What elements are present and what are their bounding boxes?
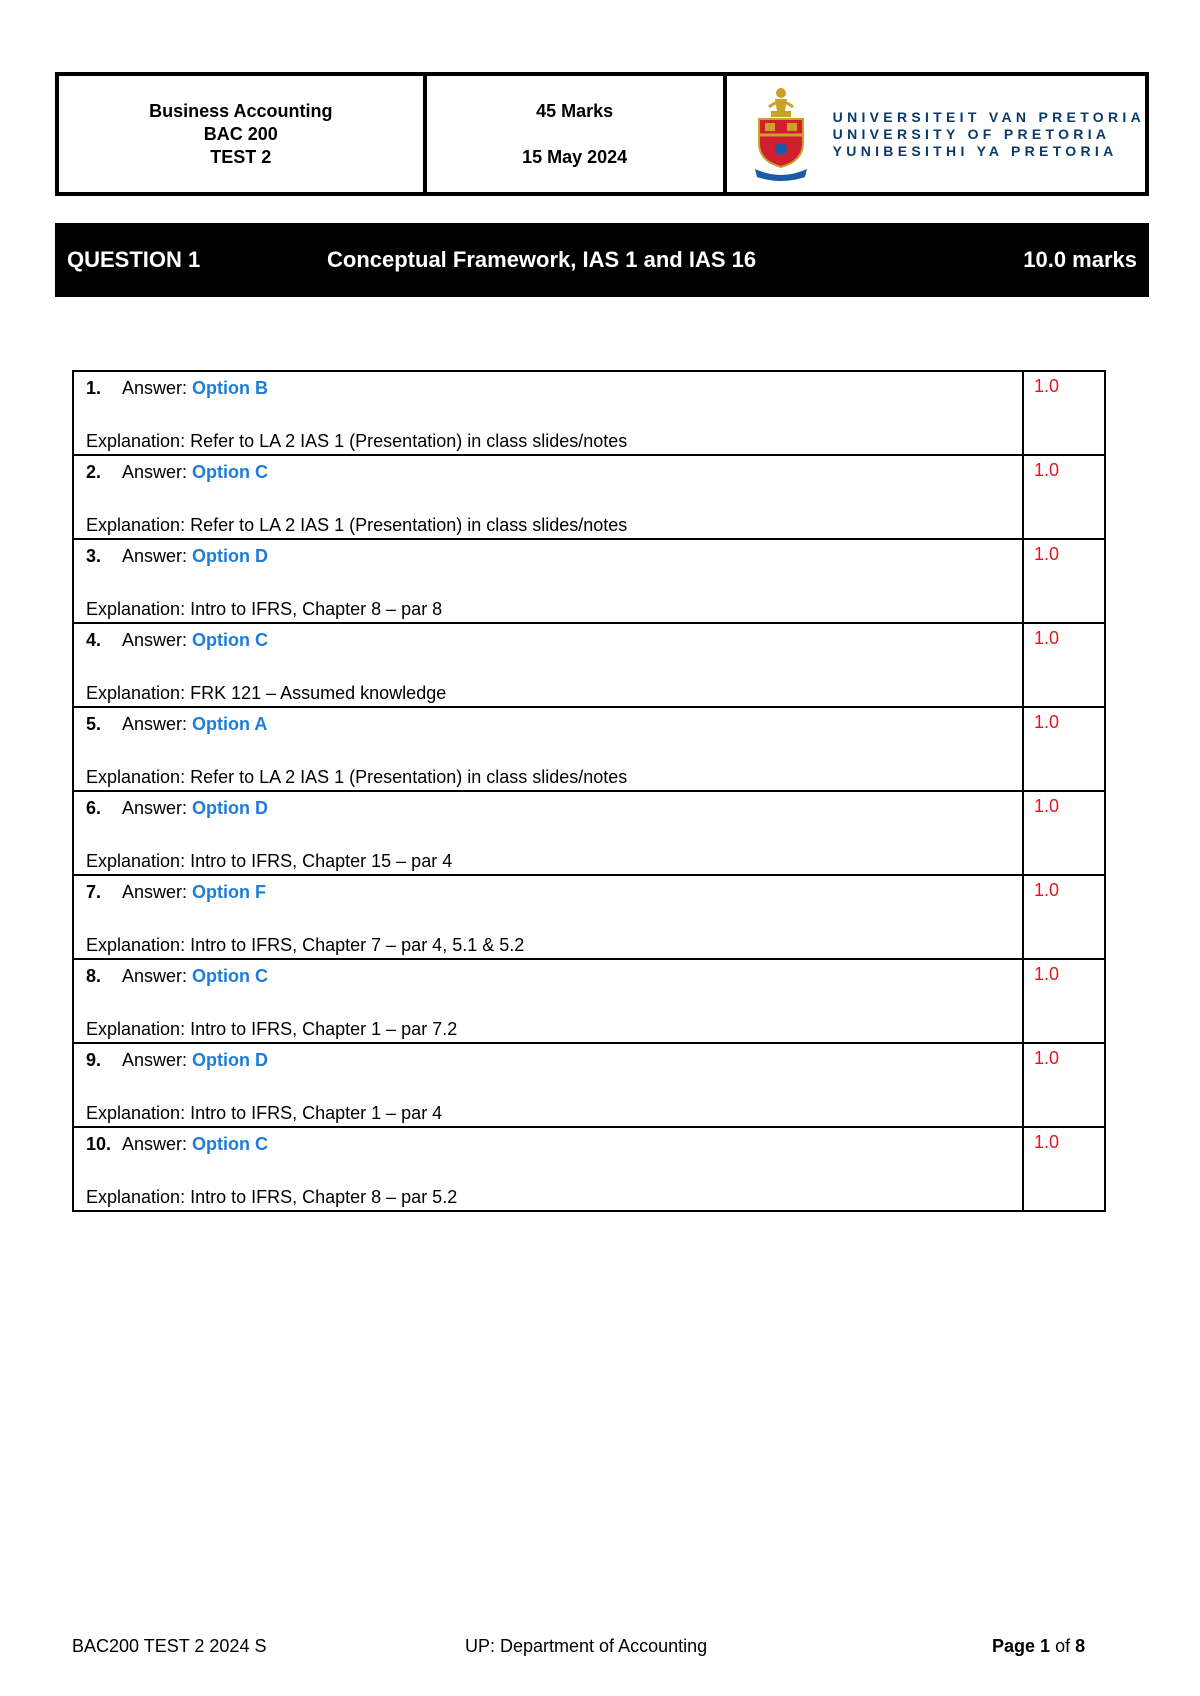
answer-mark: 1.0 [1023, 1127, 1105, 1211]
answer-label: Answer: [122, 630, 188, 650]
footer-test-code: BAC200 TEST 2 2024 S [72, 1636, 267, 1656]
answer-row [73, 455, 1105, 539]
header-box [55, 72, 1149, 196]
answer-mark: 1.0 [1023, 455, 1105, 539]
university-name-afrikaans: UNIVERSITEIT VAN PRETORIA [832, 108, 1145, 125]
answer-explanation: Explanation: Refer to LA 2 IAS 1 (Presentation) in class slides/notes [86, 515, 628, 535]
answer-mark: 1.0 [1023, 371, 1105, 455]
answer-option: Option B [192, 378, 269, 398]
answer-label: Answer: [122, 1050, 188, 1070]
question-number: 1. [86, 378, 102, 398]
answer-content [73, 707, 1023, 791]
answer-content [73, 875, 1023, 959]
answer-explanation: Explanation: FRK 121 – Assumed knowledge [86, 683, 447, 703]
answer-option: Option D [192, 546, 269, 566]
course-info [59, 76, 427, 192]
answer-row [73, 1043, 1105, 1127]
answer-row [73, 623, 1105, 707]
answer-row [73, 371, 1105, 455]
answer-row [73, 539, 1105, 623]
question-number: 4. [86, 630, 102, 650]
answer-row [73, 875, 1105, 959]
question-marks: 10.0 marks [1023, 247, 1137, 272]
question-topic: Conceptual Framework, IAS 1 and IAS 16 [327, 247, 757, 272]
answer-line [86, 376, 1012, 400]
answer-option: Option C [192, 966, 269, 986]
answer-mark: 1.0 [1023, 539, 1105, 623]
answer-label: Answer: [122, 1134, 188, 1154]
answer-content [73, 455, 1023, 539]
university-logo [727, 76, 1145, 192]
answer-line [86, 628, 1012, 652]
answer-option: Option F [192, 882, 267, 902]
answer-label: Answer: [122, 546, 188, 566]
answer-line [86, 796, 1012, 820]
answer-option: Option C [192, 1134, 269, 1154]
answer-table [72, 370, 1106, 1212]
answer-row [73, 791, 1105, 875]
question-number: 3. [86, 546, 102, 566]
answer-content [73, 791, 1023, 875]
university-name-english: UNIVERSITY OF PRETORIA [832, 125, 1111, 142]
answer-mark: 1.0 [1023, 959, 1105, 1043]
answer-label: Answer: [122, 798, 188, 818]
answer-content [73, 539, 1023, 623]
answer-row [73, 707, 1105, 791]
question-number: 9. [86, 1050, 102, 1070]
footer-page-number [992, 1636, 1085, 1657]
answer-explanation: Explanation: Intro to IFRS, Chapter 8 – par 5.2 [86, 1187, 458, 1207]
total-marks: 45 Marks [536, 100, 614, 121]
of-word: of [1055, 1636, 1071, 1656]
answer-explanation: Explanation: Intro to IFRS, Chapter 15 – par 4 [86, 851, 453, 871]
question-number: 10. [86, 1134, 112, 1154]
answer-mark: 1.0 [1023, 1043, 1105, 1127]
answer-content [73, 371, 1023, 455]
page-current: 1 [1040, 1636, 1051, 1656]
answer-mark: 1.0 [1023, 875, 1105, 959]
test-date: 15 May 2024 [522, 146, 628, 167]
answer-explanation: Explanation: Refer to LA 2 IAS 1 (Presentation) in class slides/notes [86, 431, 628, 451]
answer-explanation: Explanation: Refer to LA 2 IAS 1 (Presentation) in class slides/notes [86, 767, 628, 787]
answer-line [86, 712, 1012, 736]
course-name: Business Accounting [149, 100, 333, 121]
answer-option: Option A [192, 714, 268, 734]
answer-mark: 1.0 [1023, 707, 1105, 791]
answer-label: Answer: [122, 378, 188, 398]
question-number: 6. [86, 798, 102, 818]
answer-option: Option D [192, 798, 269, 818]
footer-department: UP: Department of Accounting [465, 1636, 708, 1656]
question-number: 7. [86, 882, 102, 902]
question-label: QUESTION 1 [67, 247, 201, 272]
page-word: Page [992, 1636, 1036, 1656]
answer-line [86, 460, 1012, 484]
answer-content [73, 959, 1023, 1043]
answer-explanation: Explanation: Intro to IFRS, Chapter 7 – par 4, 5.1 & 5.2 [86, 935, 525, 955]
answer-label: Answer: [122, 462, 188, 482]
question-number: 2. [86, 462, 102, 482]
answer-content [73, 1043, 1023, 1127]
answer-label: Answer: [122, 714, 188, 734]
answer-line [86, 1048, 1012, 1072]
university-name [833, 109, 1145, 160]
marks-date [427, 76, 727, 192]
answer-label: Answer: [122, 966, 188, 986]
answer-explanation: Explanation: Intro to IFRS, Chapter 1 – par 7.2 [86, 1019, 458, 1039]
answer-explanation: Explanation: Intro to IFRS, Chapter 1 – par 4 [86, 1103, 443, 1123]
question-number: 5. [86, 714, 102, 734]
answer-option: Option C [192, 462, 269, 482]
answer-mark: 1.0 [1023, 791, 1105, 875]
test-name: TEST 2 [210, 146, 272, 167]
answer-option: Option C [192, 630, 269, 650]
question-bar [55, 223, 1149, 297]
answer-line [86, 880, 1012, 904]
answer-content [73, 623, 1023, 707]
answer-row [73, 1127, 1105, 1211]
answer-line [86, 964, 1012, 988]
question-number: 8. [86, 966, 102, 986]
answer-content [73, 1127, 1023, 1211]
answer-option: Option D [192, 1050, 269, 1070]
answer-label: Answer: [122, 882, 188, 902]
answer-explanation: Explanation: Intro to IFRS, Chapter 8 – par 8 [86, 599, 443, 619]
answer-line [86, 544, 1012, 568]
answer-line [86, 1132, 1012, 1156]
course-code: BAC 200 [203, 123, 278, 144]
answer-row [73, 959, 1105, 1043]
university-crest-icon [751, 85, 811, 183]
university-name-sepedi: YUNIBESITHI YA PRETORIA [832, 142, 1118, 159]
page-total: 8 [1075, 1636, 1086, 1656]
answer-mark: 1.0 [1023, 623, 1105, 707]
